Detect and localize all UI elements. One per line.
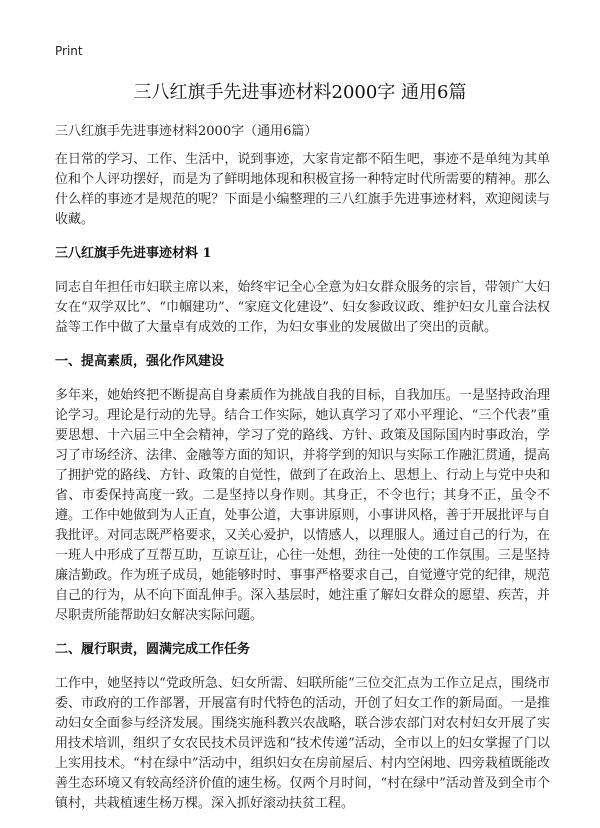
section-heading-1: 一、提高素质，强化作风建设 — [55, 354, 225, 369]
document-subtitle: 三八红旗手先进事迹材料2000字（通用6篇） — [55, 124, 318, 139]
document-content — [55, 150, 550, 828]
section-heading-2: 二、履行职责，圆满完成工作任务 — [55, 642, 251, 657]
print-label[interactable]: Print — [55, 44, 83, 58]
section-body-2: 工作中，她坚持以“党政所急、妇女所需、妇联所能”三位交汇点为工作立足点，围绕市委、市政府的工作部署，开展富有时代特色的活动，开创了妇女工作的新局面。一是推动妇女全面参与经济发展。围绕实施科教兴农战略，联合涉农部门对农村妇女开展了实用技术培训，组织了女农民技术员评选和“技术传递”活动，全市以上的妇女掌握了门以上实用技术。“村在绿中”活动中，组织妇女在房前屋后、村内空闲地、四旁栽植既能改善生态环境又有较高经济价值的速生杨。仅两个月时间，“村在绿中”活动普及到全市个镇村，共栽植速生杨万棵。深入抓好滚动扶贫工程。 — [55, 676, 550, 811]
section-body-1: 多年来，她始终把不断提高自身素质作为挑战自我的目标，自我加压。一是坚持政治理论学习。理论是行动的先导。结合工作实际，她认真学习了邓小平理论、“三个代表”重要思想、十六届三中全会精神，学习了党的路线、方针、政策及国际国内时事政治，学习了市场经济、法律、金融等方面的知识，并将学到的知识与实际工作融汇贯通，提高了拥护党的路线、方针、政策的自觉性，做到了在政治上、思想上、行动上与党中央和省、市委保持高度一致。二是坚持以身作则。其身正，不令也行；其身不正，虽令不遵。工作中她做到为人正直，处事公道，大事讲原则，小事讲风格，善于开展批评与自我批评。对同志既严格要求，又关心爱护，以情感人，以理服人。通过自己的行为，在一班人中形成了互帮互助，互谅互让，心往一处想，劲往一处使的工作氛围。三是坚持廉洁勤政。作为班子成员，她能够时时、事事严格要求自己，自觉遵守党的纪律，规范自己的行为，从不向下面乱伸手。深入基层时，她注重了解妇女群众的愿望、疾苦，并尽职责所能帮助妇女解决实际问题。 — [55, 388, 550, 623]
lead-paragraph: 同志自年担任市妇联主席以来，始终牢记全心全意为妇女群众服务的宗旨，带领广大妇女在“双学双比”、“巾帼建功”、“家庭文化建设”、妇女参政议政、维护妇女儿童合法权益等工作中做了大量卓有成效的工作，为妇女事业的发展做出了突出的贡献。 — [55, 280, 550, 335]
article-heading: 三八红旗手先进事迹材料 1 — [55, 246, 212, 261]
document-title: 三八红旗手先进事迹材料2000字 通用6篇 — [133, 82, 467, 103]
intro-paragraph: 在日常的学习、工作、生活中，说到事迹，大家肯定都不陌生吧，事迹不是单纯为其单位和个人评功摆好，而是为了鲜明地体现和积极宣扬一种特定时代所需要的精神。那么什么样的事迹才是规范的呢？下面是小编整理的三八红旗手先进事迹材料，欢迎阅读与收藏。 — [55, 152, 550, 227]
